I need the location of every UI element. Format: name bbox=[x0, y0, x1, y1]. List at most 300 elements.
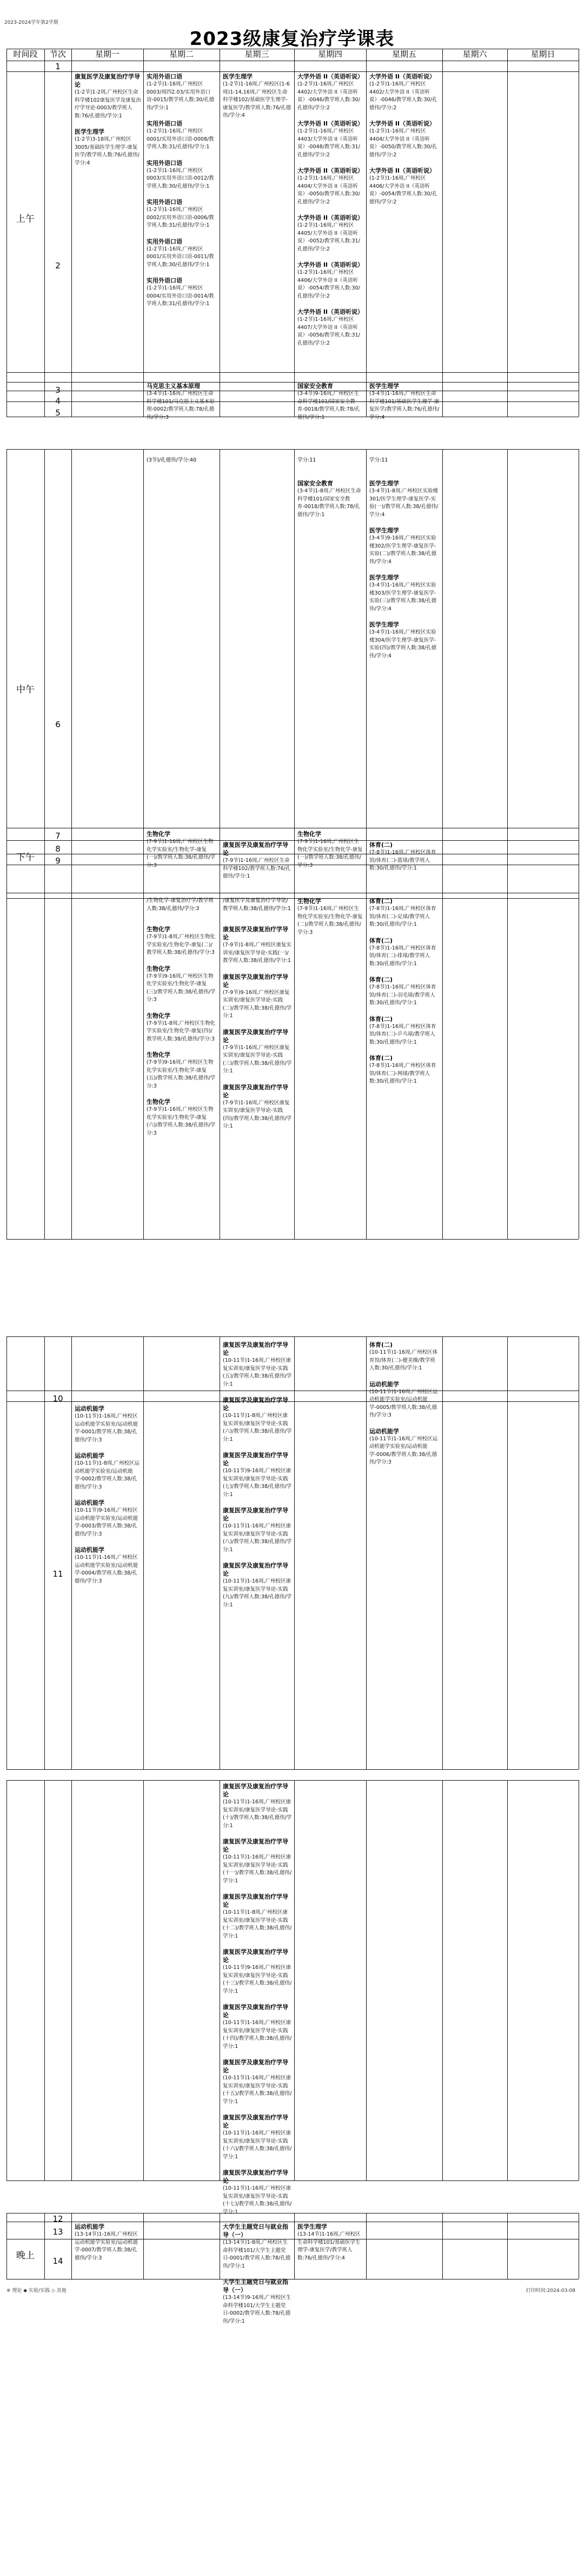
course-detail: (7-9节)1-16周,广州校区康复实训室/康复医学导论-实践(四)/教学班人数:38/孔德伟/学分:1 bbox=[223, 1099, 292, 1129]
grid-line bbox=[442, 893, 443, 1239]
grid-line bbox=[44, 49, 45, 417]
schedule-cell bbox=[75, 2223, 141, 2270]
course-block[interactable] bbox=[223, 2278, 292, 2325]
course-name: 大学外语 II（英语听说） bbox=[369, 73, 436, 80]
course-name: 医学生理学 bbox=[369, 621, 399, 628]
schedule-cell bbox=[223, 841, 292, 888]
course-detail: (3-4节)9-16周,广州校区生命科学楼101/国家安全教育-0018/教学班人数:78/孔德伟/学分:1 bbox=[297, 391, 360, 420]
course-name: 康复医学及康复治疗学导论 bbox=[223, 1028, 288, 1044]
course-name: 实用外语口语 bbox=[147, 277, 182, 284]
course-name: 康复医学及康复治疗学导论 bbox=[223, 926, 288, 941]
grid-line bbox=[507, 49, 508, 417]
course-block[interactable] bbox=[369, 976, 440, 1007]
course-detail: (10-11节)9-16周,广州校区康复实训室/康复医学导论-实践(七)/教学班人数:38/孔德伟/学分:1 bbox=[223, 1468, 292, 1498]
grid-line bbox=[366, 449, 367, 898]
course-detail: (10-11节)9-16周,广州校区运动机能学实验室/运动机能学-0003/教学班人数:38/孔德伟/学分:3 bbox=[75, 1507, 138, 1537]
course-detail: (7-8节)1-16周,广州校区体育馆/体育(二)-排球/教学班人数:30/孔德伟/学分:1 bbox=[369, 945, 436, 967]
grid-line bbox=[6, 71, 579, 72]
course-block[interactable] bbox=[223, 2113, 292, 2161]
course-detail: (10-11节)1-16周,广州校区康复实训室/康复医学导论-实践(五)/教学班人数:38/孔德伟/学分:1 bbox=[223, 1358, 292, 1387]
course-name: 生物化学 bbox=[297, 898, 321, 905]
course-block[interactable] bbox=[369, 621, 440, 660]
period-label: 晚上 bbox=[16, 2250, 35, 2261]
column-header: 星期四 bbox=[317, 49, 342, 59]
grid-line bbox=[6, 382, 579, 383]
course-name: 康复医学及康复治疗学导论 bbox=[223, 1396, 288, 1412]
course-name: 康复医学及康复治疗学导论 bbox=[223, 973, 288, 989]
slot-label: 2 bbox=[55, 261, 61, 271]
period-label: 上午 bbox=[16, 214, 35, 225]
course-block[interactable] bbox=[223, 2058, 292, 2106]
course-name: 生物化学 bbox=[147, 1098, 170, 1105]
grid-line bbox=[143, 1780, 144, 2180]
course-block[interactable] bbox=[147, 1098, 217, 1137]
course-block[interactable] bbox=[369, 1427, 440, 1467]
course-block[interactable] bbox=[223, 925, 292, 965]
timetable-section bbox=[6, 449, 579, 898]
course-name: 大学外语 II（英语听说） bbox=[297, 73, 364, 80]
course-block[interactable] bbox=[75, 2223, 141, 2262]
course-block[interactable] bbox=[147, 925, 217, 957]
course-name: 医学生理学 bbox=[369, 527, 399, 534]
course-block[interactable] bbox=[297, 830, 364, 869]
course-detail: (1-2节)1-16周,广州校区0002/实用外语口语-0006/教学班人数:31/孔德伟/学分:1 bbox=[147, 207, 214, 228]
course-block[interactable] bbox=[223, 2003, 292, 2051]
course-name: 医学生理学 bbox=[223, 73, 253, 80]
course-block[interactable] bbox=[369, 841, 440, 873]
course-block[interactable] bbox=[369, 479, 440, 519]
course-name: 运动机能学 bbox=[75, 1452, 104, 1459]
course-detail: (7-9节)1-8周,广州校区生物化学实验室/生物化学-康复(二)/教学班人数:38/孔德伟/学分:3 bbox=[147, 934, 215, 956]
grid-line bbox=[366, 893, 367, 1239]
course-block[interactable] bbox=[75, 1546, 141, 1585]
course-detail: (1-2节)1-16周,广州校区0003/周四2.03/实用外语口语-0015/教学班人数:30/孔德伟/学分:1 bbox=[147, 81, 215, 111]
course-detail: (1-2节)1-16周,广州校区0003/实用外语口语-0012/教学班人数:30/孔德伟/学分:1 bbox=[147, 167, 214, 189]
timetable-section bbox=[6, 1336, 579, 1769]
course-name: 大学生主题党日与就业指导（一） bbox=[223, 2223, 288, 2238]
schedule-cell bbox=[369, 841, 440, 880]
course-block[interactable] bbox=[297, 120, 364, 159]
grid-line bbox=[143, 893, 144, 1239]
course-detail: (7-8节)1-16周,广州校区体育馆/体育(二)-网球/教学班人数:30/孔德伟/学分:1 bbox=[369, 1063, 436, 1084]
schedule-cell bbox=[223, 1341, 292, 1617]
course-block[interactable] bbox=[297, 897, 364, 937]
course-detail: (1-2节)1-16周,广州校区0001/实用外语口语-0008/教学班人数:31/孔德伟/学分:1 bbox=[147, 128, 214, 150]
course-block[interactable] bbox=[147, 159, 217, 191]
grid-line bbox=[71, 893, 72, 1239]
course-block[interactable] bbox=[223, 973, 292, 1020]
course-name: 体育(二) bbox=[369, 1341, 393, 1348]
course-name: 运动机能学 bbox=[75, 2223, 104, 2230]
course-block[interactable] bbox=[223, 2223, 292, 2270]
schedule-cell bbox=[147, 457, 217, 472]
grid-line bbox=[143, 1336, 144, 1769]
course-name: 生物化学 bbox=[147, 1012, 170, 1019]
course-detail: (3-4节)1-16周,广州校区生命科学楼101/基础医学生理学-康复医学/教学班人数:76/孔德伟/学分:4 bbox=[369, 391, 440, 420]
course-block[interactable] bbox=[147, 73, 217, 112]
course-detail: (1-2节)1-16周,广州校区4402/大学外语 II（英语听说）-0046/教学班人数:30/孔德伟/学分:2 bbox=[297, 81, 360, 111]
course-detail: (10-11节)1-16周,广州校区运动机能学实验室/运动机能学-0005/教学班人数:38/孔德伟/学分:3 bbox=[369, 1388, 438, 1418]
grid-line bbox=[366, 49, 367, 417]
course-name: 医学生理学 bbox=[369, 574, 399, 581]
grid-line bbox=[143, 449, 144, 898]
course-detail: (1-2节)1-16周,广州校区4407/大学外语 II（英语听说）-0056/教学班人数:31/孔德伟/学分:2 bbox=[297, 317, 360, 346]
course-detail: (10-11节)1-16周,广州校区运动机能学实验室/运动机能学-0004/教学班人数:38/孔德伟/学分:3 bbox=[75, 1554, 138, 1584]
course-block[interactable] bbox=[147, 198, 217, 230]
course-name: 康复医学及康复治疗学导论 bbox=[223, 1838, 288, 1853]
course-block[interactable] bbox=[369, 167, 440, 206]
course-name: 康复医学及康复治疗学导论 bbox=[223, 1783, 288, 1798]
course-block[interactable] bbox=[75, 73, 141, 120]
grid-line bbox=[366, 2213, 367, 2279]
grid-line bbox=[6, 893, 7, 1239]
grid-line bbox=[6, 1780, 579, 1781]
grid-line bbox=[507, 1780, 508, 2180]
grid-line bbox=[6, 1769, 579, 1770]
column-header: 星期一 bbox=[95, 49, 120, 59]
course-block[interactable] bbox=[147, 276, 217, 308]
course-block[interactable] bbox=[369, 1341, 440, 1373]
grid-line bbox=[6, 449, 579, 450]
grid-line bbox=[6, 449, 7, 898]
grid-line bbox=[442, 1780, 443, 2180]
grid-line bbox=[442, 2213, 443, 2279]
course-block[interactable] bbox=[75, 128, 141, 167]
course-name: 康复医学及康复治疗学导论 bbox=[223, 1452, 288, 1467]
grid-line bbox=[6, 401, 579, 402]
slot-label: 1 bbox=[55, 62, 61, 71]
column-header: 星期六 bbox=[462, 49, 487, 59]
course-detail: (1-2节)1-16周,广州校区4406/大学外语 II（英语听说）-0054/教学班人数:30/孔德伟/学分:2 bbox=[297, 269, 360, 299]
course-detail: (7-9节)1-16周,广州校区康复实训室/康复医学导论-实践(三)/教学班人数:38/孔德伟/学分:1 bbox=[223, 1044, 292, 1074]
course-detail: (7-9节)1-16周,广州校区生物化学实验室/生物化学-康复(一)/教学班人数:38/孔德伟/学分:3 bbox=[147, 839, 216, 868]
course-block[interactable] bbox=[223, 1028, 292, 1076]
course-detail: (1-2节)1-16周,广州校区0004/实用外语口语-0014/教学班人数:31/孔德伟/学分:1 bbox=[147, 285, 214, 307]
grid-line bbox=[44, 1780, 45, 2180]
grid-line bbox=[366, 1336, 367, 1769]
grid-line bbox=[294, 449, 295, 898]
course-block[interactable] bbox=[369, 120, 440, 159]
slot-label: 13 bbox=[52, 2227, 63, 2237]
timetable-section bbox=[6, 893, 579, 1239]
course-block[interactable] bbox=[147, 382, 217, 421]
course-detail: (1-2节)1-16周,广州校区4406/大学外语 II（英语听说）-0054/教学班人数:30/孔德伟/学分:2 bbox=[369, 175, 437, 205]
grid-line bbox=[143, 2213, 144, 2279]
course-name: 医学生理学 bbox=[297, 2223, 327, 2230]
course-detail: (1-2节)1-16周,广州校区4404/大学外语 II（英语听说）-0050/教学班人数:30/孔德伟/学分:2 bbox=[297, 175, 360, 205]
course-block[interactable] bbox=[223, 1083, 292, 1131]
grid-line bbox=[6, 49, 7, 417]
grid-line bbox=[294, 49, 295, 417]
course-name: 医学生理学 bbox=[369, 480, 399, 487]
course-name: 体育(二) bbox=[369, 1055, 393, 1062]
grid-line bbox=[6, 2180, 579, 2181]
course-name: 康复医学及康复治疗学导论 bbox=[223, 2059, 288, 2074]
course-detail: (13-14节)1-8周,广州校区生命科学楼101/大学生主题党日-0001/教学班人数:78/孔德伟/学分:1 bbox=[223, 2239, 291, 2269]
schedule-cell bbox=[147, 73, 217, 316]
schedule-cell bbox=[147, 897, 217, 920]
course-name: 康复医学及康复治疗学导论 bbox=[223, 2169, 288, 2184]
course-block[interactable] bbox=[369, 382, 440, 421]
course-detail: (1-2节)1-2周,广州校区生命科学楼102康复医学及康复治疗学导论-0003/教学班人数:76/孔德伟/学分:1 bbox=[75, 89, 141, 119]
grid-line bbox=[71, 1780, 72, 2180]
schedule-cell bbox=[223, 73, 292, 128]
column-header: 星期二 bbox=[169, 49, 194, 59]
schedule-cell bbox=[369, 73, 440, 214]
course-block[interactable] bbox=[369, 73, 440, 112]
course-detail: (1-2节)1-16周,广州校区(1-6周)1-14,16周,广州校区生命科学楼102/基础医学生理学-康复医学/教学班人数:76/孔德伟/学分:4 bbox=[223, 81, 291, 118]
course-block[interactable] bbox=[223, 1506, 292, 1554]
grid-line bbox=[507, 893, 508, 1239]
course-block[interactable] bbox=[223, 1893, 292, 1940]
slot-label: 9 bbox=[55, 856, 61, 866]
course-block[interactable] bbox=[75, 1405, 141, 1444]
course-name: 康复医学及康复治疗学导论 bbox=[75, 73, 140, 88]
course-name: 康复医学及康复治疗学导论 bbox=[223, 1948, 288, 1964]
course-block[interactable] bbox=[297, 214, 364, 253]
course-detail: (1-2节)1-16周,广州校区4402/大学外语 II（英语听说）-0046/教学班人数:30/孔德伟/学分:2 bbox=[369, 81, 437, 111]
grid-line bbox=[294, 1336, 295, 1769]
course-detail: (7-9节)1-8周,广州校区生物化学实验室/生物化学-康复(四)/教学班人数:38/孔德伟/学分:3 bbox=[147, 1020, 215, 1042]
course-block[interactable] bbox=[223, 1396, 292, 1444]
schedule-cell bbox=[147, 830, 217, 877]
course-name: 康复医学及康复治疗学导论 bbox=[223, 2114, 288, 2129]
slot-label: 10 bbox=[52, 1394, 63, 1404]
footer-legend: ※ 理论 ◆ 实验/实践 ◇ 其他 bbox=[6, 2288, 67, 2294]
course-fragment: 学分:11 bbox=[297, 457, 316, 463]
course-block[interactable] bbox=[369, 574, 440, 613]
course-name: 大学外语 II（英语听说） bbox=[369, 120, 436, 127]
course-detail: (10-11节)1-16周,广州校区康复实训室/康复医学导论-实践(八)/教学班人数:38/孔德伟/学分:1 bbox=[223, 1523, 292, 1553]
schedule-cell bbox=[147, 925, 217, 1145]
schedule-cell bbox=[75, 1405, 141, 1593]
course-block[interactable] bbox=[297, 308, 364, 347]
course-block[interactable] bbox=[147, 120, 217, 151]
slot-label: 7 bbox=[55, 831, 61, 841]
course-block[interactable] bbox=[223, 2169, 292, 2216]
slot-label: 4 bbox=[55, 396, 61, 406]
course-block[interactable] bbox=[297, 382, 364, 421]
course-name: 国家安全教育 bbox=[297, 480, 333, 487]
course-detail: (10-11节)1-16周,广州校区康复实训室/康复医学导论-实践(十四)/教学班人数:38/孔德伟/学分:1 bbox=[223, 2020, 292, 2050]
schedule-cell bbox=[297, 382, 364, 429]
course-name: 大学外语 II（英语听说） bbox=[297, 261, 364, 268]
course-detail: (1-2节)1-16周,广州校区4403/大学外语 II（英语听说）-0048/教学班人数:31/孔德伟/学分:2 bbox=[297, 128, 360, 158]
course-name: 运动机能学 bbox=[369, 1427, 399, 1435]
grid-line bbox=[442, 49, 443, 417]
slot-label: 5 bbox=[55, 408, 61, 418]
course-fragment: /生物化学-康复治疗学/教学班人数:38/孔德伟/学分:3 bbox=[147, 898, 214, 912]
course-block[interactable] bbox=[297, 2223, 364, 2262]
course-block[interactable] bbox=[75, 1452, 141, 1491]
course-detail: (7-8节)1-16周,广州校区体育馆/体育(二)-篮球/教学班人数:30/孔德伟/学分:1 bbox=[369, 849, 436, 871]
column-header: 星期五 bbox=[391, 49, 416, 59]
schedule-cell bbox=[369, 897, 440, 1093]
course-detail: (10-11节)1-16周,广州校区康复实训室/康复医学导论-实践(九)/教学班人数:38/孔德伟/学分:1 bbox=[223, 1578, 292, 1608]
course-detail: (3-4节)1-16周,广州校区生命科学楼101/马克思主义基本原理-0002/教学班人数:78/孔德伟/学分:3 bbox=[147, 391, 215, 420]
course-name: 体育(二) bbox=[369, 841, 393, 848]
course-name: 大学外语 II（英语听说） bbox=[297, 308, 364, 315]
course-detail: (10-11节)1-16周,广州校区康复实训室/康复医学导论-实践(十六)/教学班人数:38/孔德伟/学分:1 bbox=[223, 2130, 292, 2160]
course-block[interactable] bbox=[297, 73, 364, 112]
course-name: 大学外语 II（英语听说） bbox=[297, 167, 364, 174]
course-name: 体育(二) bbox=[369, 976, 393, 983]
course-detail: (1-2节)1-16周,广州校区0001/实用外语口语-0011/教学班人数:30/孔德伟/学分:1 bbox=[147, 246, 214, 268]
schedule-cell bbox=[75, 73, 141, 175]
schedule-cell bbox=[147, 382, 217, 429]
course-block[interactable] bbox=[223, 73, 292, 120]
grid-line bbox=[71, 49, 72, 417]
grid-line bbox=[6, 372, 579, 373]
course-detail: (1-2节)1-16周,广州校区4405/大学外语 II（英语听说）-0052/教学班人数:31/孔德伟/学分:2 bbox=[297, 222, 360, 252]
grid-line bbox=[6, 1336, 7, 1769]
grid-line bbox=[507, 449, 508, 898]
course-name: 康复医学及康复治疗学导论 bbox=[223, 1341, 288, 1356]
course-detail: (10-11节)9-16周,广州校区康复实训室/康复医学导论-实践(十三)/教学班人数:38/孔德伟/学分:1 bbox=[223, 1965, 292, 1994]
course-detail: (10-11节)1-16周,广州校区康复实训室/康复医学导论-实践(十)/教学班人数:38/孔德伟/学分:1 bbox=[223, 1799, 292, 1829]
schedule-cell bbox=[297, 73, 364, 355]
course-detail: (10-11节)1-16周,广州校区康复实训室/康复医学导论-实践(十五)/教学班人数:38/孔德伟/学分:1 bbox=[223, 2075, 292, 2105]
course-detail: (7-9节)9-16周,广州校区康复实训室/康复医学导论-实践(二)/教学班人数:38/孔德伟/学分:1 bbox=[223, 989, 292, 1019]
course-block[interactable] bbox=[369, 937, 440, 969]
column-header: 时间段 bbox=[13, 49, 38, 59]
course-name: 体育(二) bbox=[369, 898, 393, 905]
grid-line bbox=[507, 1336, 508, 1769]
slot-label: 8 bbox=[55, 844, 61, 854]
course-detail: (7-9节)1-16周,广州校区生物化学实验室/生物化学-康复(一)/教学班人数:38/孔德伟/学分:3 bbox=[297, 839, 363, 868]
course-name: 生物化学 bbox=[147, 965, 170, 972]
course-name: 实用外语口语 bbox=[147, 120, 182, 127]
course-block[interactable] bbox=[223, 1341, 292, 1388]
course-fragment: 学分:11 bbox=[369, 457, 388, 463]
slot-label: 12 bbox=[52, 2214, 63, 2224]
course-name: 运动机能学 bbox=[369, 1380, 399, 1388]
grid-line bbox=[6, 840, 579, 841]
course-name: 体育(二) bbox=[369, 937, 393, 944]
course-block[interactable] bbox=[297, 167, 364, 206]
slot-label: 11 bbox=[52, 1569, 63, 1579]
course-block[interactable] bbox=[297, 479, 364, 519]
course-block[interactable] bbox=[369, 1015, 440, 1047]
course-detail: (10-11节)1-16周,广州校区体育馆/体育(二)-健美操/教学班人数:30/孔德伟/学分:1 bbox=[369, 1349, 438, 1371]
grid-line bbox=[366, 1780, 367, 2180]
schedule-cell bbox=[369, 1341, 440, 1474]
course-detail: (3-4节)1-8周,广州校区实验楼301/医学生理学-康复医学-实验(一)/教学班人数:38/孔德伟/学分:4 bbox=[369, 488, 439, 518]
schedule-cell bbox=[369, 479, 440, 668]
course-name: 国家安全教育 bbox=[297, 383, 333, 390]
slot-label: 3 bbox=[55, 385, 61, 395]
schedule-cell bbox=[297, 479, 364, 526]
course-detail: (10-11节)1-8周,广州校区康复实训室/康复医学导论-实践(六)/教学班人数:38/孔德伟/学分:1 bbox=[223, 1413, 292, 1442]
course-name: 体育(二) bbox=[369, 1015, 393, 1023]
schedule-cell bbox=[369, 382, 440, 429]
course-name: 康复医学及康复治疗学导论 bbox=[223, 1083, 288, 1099]
grid-line bbox=[294, 2213, 295, 2279]
grid-line bbox=[44, 893, 45, 1239]
course-block[interactable] bbox=[75, 1499, 141, 1538]
column-header: 星期三 bbox=[244, 49, 269, 59]
course-detail: (7-9节)9-16周,广州校区生物化学实验室/生物化学-康复(三)/教学班人数:38/孔德伟/学分:3 bbox=[147, 973, 216, 1003]
grid-line bbox=[71, 449, 72, 898]
period-label: 下午 bbox=[16, 852, 35, 863]
course-block[interactable] bbox=[223, 1562, 292, 1609]
course-name: 医学生理学 bbox=[369, 383, 399, 390]
grid-line bbox=[6, 1401, 579, 1402]
course-block[interactable] bbox=[369, 526, 440, 566]
course-block[interactable] bbox=[147, 830, 217, 869]
course-block[interactable] bbox=[369, 1380, 440, 1420]
course-name: 实用外语口语 bbox=[147, 73, 182, 80]
course-name: 实用外语口语 bbox=[147, 199, 182, 206]
course-detail: (3-4节)1-16周,广州校区实验楼303/医学生理学-康复医学-实验(三)/教学班人数:38/孔德伟/学分:4 bbox=[369, 582, 437, 612]
course-detail: (10-11节)1-8周,广州校区康复实训室/康复医学导论-实践(十二)/教学班人数:38/孔德伟/学分:1 bbox=[223, 1909, 292, 1939]
schedule-cell bbox=[223, 925, 292, 1138]
course-block[interactable] bbox=[147, 965, 217, 1004]
course-name: 大学外语 II（英语听说） bbox=[369, 167, 436, 174]
course-block[interactable] bbox=[223, 1948, 292, 1995]
course-fragment: (3节)/孔德伟/学分:40 bbox=[147, 457, 197, 463]
course-detail: (7-9节)1-16周,广州校区生物化学实验室/生物化学-康复(六)/教学班人数:38/孔德伟/学分:3 bbox=[147, 1106, 216, 1136]
schedule-cell bbox=[297, 457, 364, 472]
course-detail: (10-11节)1-8周,广州校区运动机能学实验室/运动机能学-0002/教学班人数:38/孔德伟/学分:3 bbox=[75, 1460, 140, 1490]
course-detail: (10-11节)1-16周,广州校区康复实训室/康复医学导论-实践(十一)/教学班人数:38/孔德伟/学分:1 bbox=[223, 1854, 292, 1884]
course-block[interactable] bbox=[297, 261, 364, 300]
course-block[interactable] bbox=[147, 1051, 217, 1090]
course-block[interactable] bbox=[223, 1782, 292, 1830]
course-fragment: /康复医学及康复治疗学导论/教学班人数:38/孔德伟/学分:1 bbox=[223, 898, 291, 912]
schedule-cell bbox=[223, 2223, 292, 2333]
grid-line bbox=[71, 2213, 72, 2279]
grid-line bbox=[143, 49, 144, 417]
course-name: 生物化学 bbox=[147, 1051, 170, 1058]
course-name: 实用外语口语 bbox=[147, 238, 182, 245]
schedule-cell bbox=[223, 1782, 292, 2224]
course-detail: (3-4节)9-16周,广州校区实验楼302/医学生理学-康复医学-实验(二)/教学班人数:38/孔德伟/学分:4 bbox=[369, 535, 437, 565]
grid-line bbox=[6, 2213, 7, 2279]
course-name: 运动机能学 bbox=[75, 1405, 104, 1412]
course-block[interactable] bbox=[223, 1451, 292, 1499]
course-name: 大学外语 II（英语听说） bbox=[297, 120, 364, 127]
course-block[interactable] bbox=[223, 841, 292, 881]
period-label: 中午 bbox=[16, 684, 35, 695]
course-block[interactable] bbox=[369, 897, 440, 929]
course-name: 运动机能学 bbox=[75, 1546, 104, 1553]
course-block[interactable] bbox=[369, 1054, 440, 1086]
course-detail: (7-9节)9-16周,广州校区生物化学实验室/生物化学-康复(五)/教学班人数:38/孔德伟/学分:3 bbox=[147, 1059, 216, 1089]
course-detail: (7-9节)1-8周,广州校区康复实训室/康复医学导论-实践(一)/教学班人数:38/孔德伟/学分:1 bbox=[223, 942, 291, 964]
course-name: 实用外语口语 bbox=[147, 159, 182, 167]
schedule-cell bbox=[297, 897, 364, 944]
course-block[interactable] bbox=[147, 1012, 217, 1044]
course-block[interactable] bbox=[223, 1837, 292, 1885]
footer-print-time: 打印时间:2024-03-08 bbox=[526, 2288, 575, 2294]
column-header: 节次 bbox=[49, 49, 66, 59]
timetable-section bbox=[6, 49, 579, 420]
grid-line bbox=[294, 1780, 295, 2180]
schedule-cell bbox=[297, 830, 364, 877]
course-detail: (13-14节)9-16周,广州校区生命科学楼101/大学生主题党日-0002/教学班人数:78/孔德伟/学分:1 bbox=[223, 2295, 291, 2324]
course-name: 马克思主义基本原理 bbox=[147, 383, 200, 390]
course-detail: (7-9节)1-16周,广州校区生命科学楼102/教学班人数:76/孔德伟/学分:1 bbox=[223, 858, 291, 879]
course-name: 康复医学及康复治疗学导论 bbox=[223, 1893, 288, 1908]
course-name: 生物化学 bbox=[147, 926, 170, 933]
slot-label: 6 bbox=[55, 720, 61, 729]
grid-line bbox=[294, 893, 295, 1239]
grid-line bbox=[6, 1780, 7, 2180]
course-block[interactable] bbox=[147, 238, 217, 269]
course-detail: (3-4节)1-8周,广州校区生命科学楼101/国家安全教育-0018/教学班人数:78/孔德伟/学分:1 bbox=[297, 488, 361, 518]
course-name: 运动机能学 bbox=[75, 1499, 104, 1506]
